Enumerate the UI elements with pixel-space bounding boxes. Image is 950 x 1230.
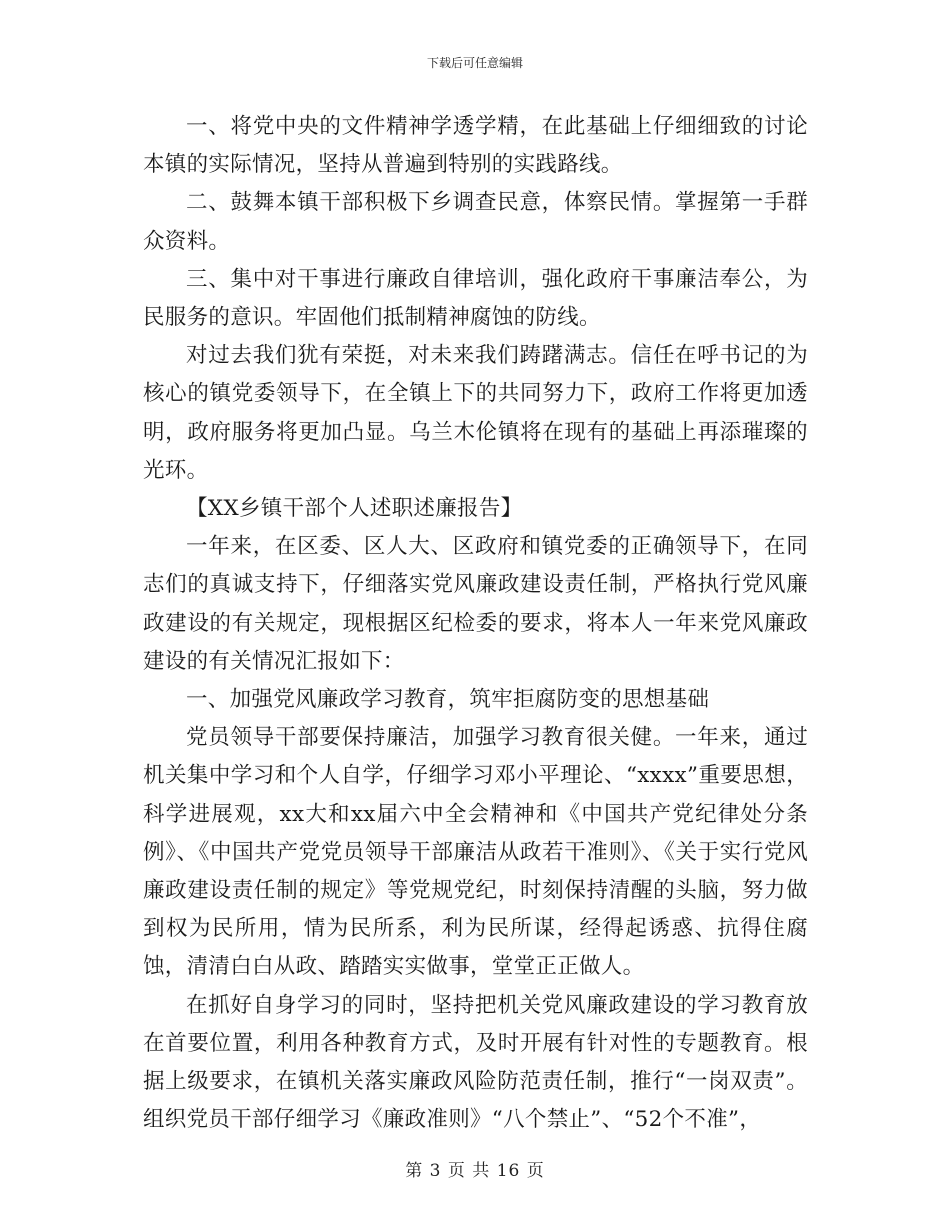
paragraph: 二、鼓舞本镇干部积极下乡调查民意，体察民情。掌握第一手群众资料。 (143, 190, 808, 254)
page-header: 下载后可任意编辑 (426, 56, 523, 70)
section-heading: 一、加强党风廉政学习教育，筑牢拒腐防变的思想基础 (186, 687, 710, 713)
paragraph: 在抓好自身学习的同时，坚持把机关党风廉政建设的学习教育放在首要位置，利用各种教育方式，及时开展有针对性的专题教育。根据上级要求，在镇机关落实廉政风险防范责任制，推行“一岗双责”。组织党员干部仔细学习《廉政准则》“八个禁止”、“52个不准”， (143, 992, 808, 1133)
page-number: 第 3 页 共 16 页 (405, 1161, 545, 1181)
paragraph: 党员领导干部要保持廉洁，加强学习教育很关健。一年来，通过机关集中学习和个人自学，仔细学习邓小平理论、“xxxx”重要思想，科学进展观，xx大和xx届六中全会精神和《中国共产党纪律处分条例》、《中国共产党党员领导干部廉洁从政若干准则》、《关于实行党风廉政建设责任制的规定》等党规党纪，时刻保持清醒的头脑，努力做到权为民所用，情为民所系，利为民所谋，经得起诱惑、抗得住腐蚀，清清白白从政、踏踏实实做事，堂堂正正做人。 (143, 725, 808, 980)
section-title: 【XX乡镇干部个人述职述廉报告】 (186, 496, 523, 522)
paragraph: 一年来，在区委、区人大、区政府和镇党委的正确领导下，在同志们的真诚支持下，仔细落实党风廉政建设责任制，严格执行党风廉政建设的有关规定，现根据区纪检委的要求，将本人一年来党风廉政建设的有关情况汇报如下： (143, 534, 808, 674)
paragraph: 一、将党中央的文件精神学透学精，在此基础上仔细细致的讨论本镇的实际情况，坚持从普遍到特别的实践路线。 (143, 114, 808, 178)
paragraph: 三、集中对干事进行廉政自律培训，强化政府干事廉洁奉公，为民服务的意识。牢固他们抵制精神腐蚀的防线。 (143, 266, 808, 331)
paragraph: 对过去我们犹有荣挺，对未来我们踌躇满志。信任在呼书记的为核心的镇党委领导下，在全镇上下的共同努力下，政府工作将更加透明，政府服务将更加凸显。乌兰木伦镇将在现有的基础上再添璀璨的光环。 (143, 343, 808, 483)
document-body (143, 108, 808, 1139)
